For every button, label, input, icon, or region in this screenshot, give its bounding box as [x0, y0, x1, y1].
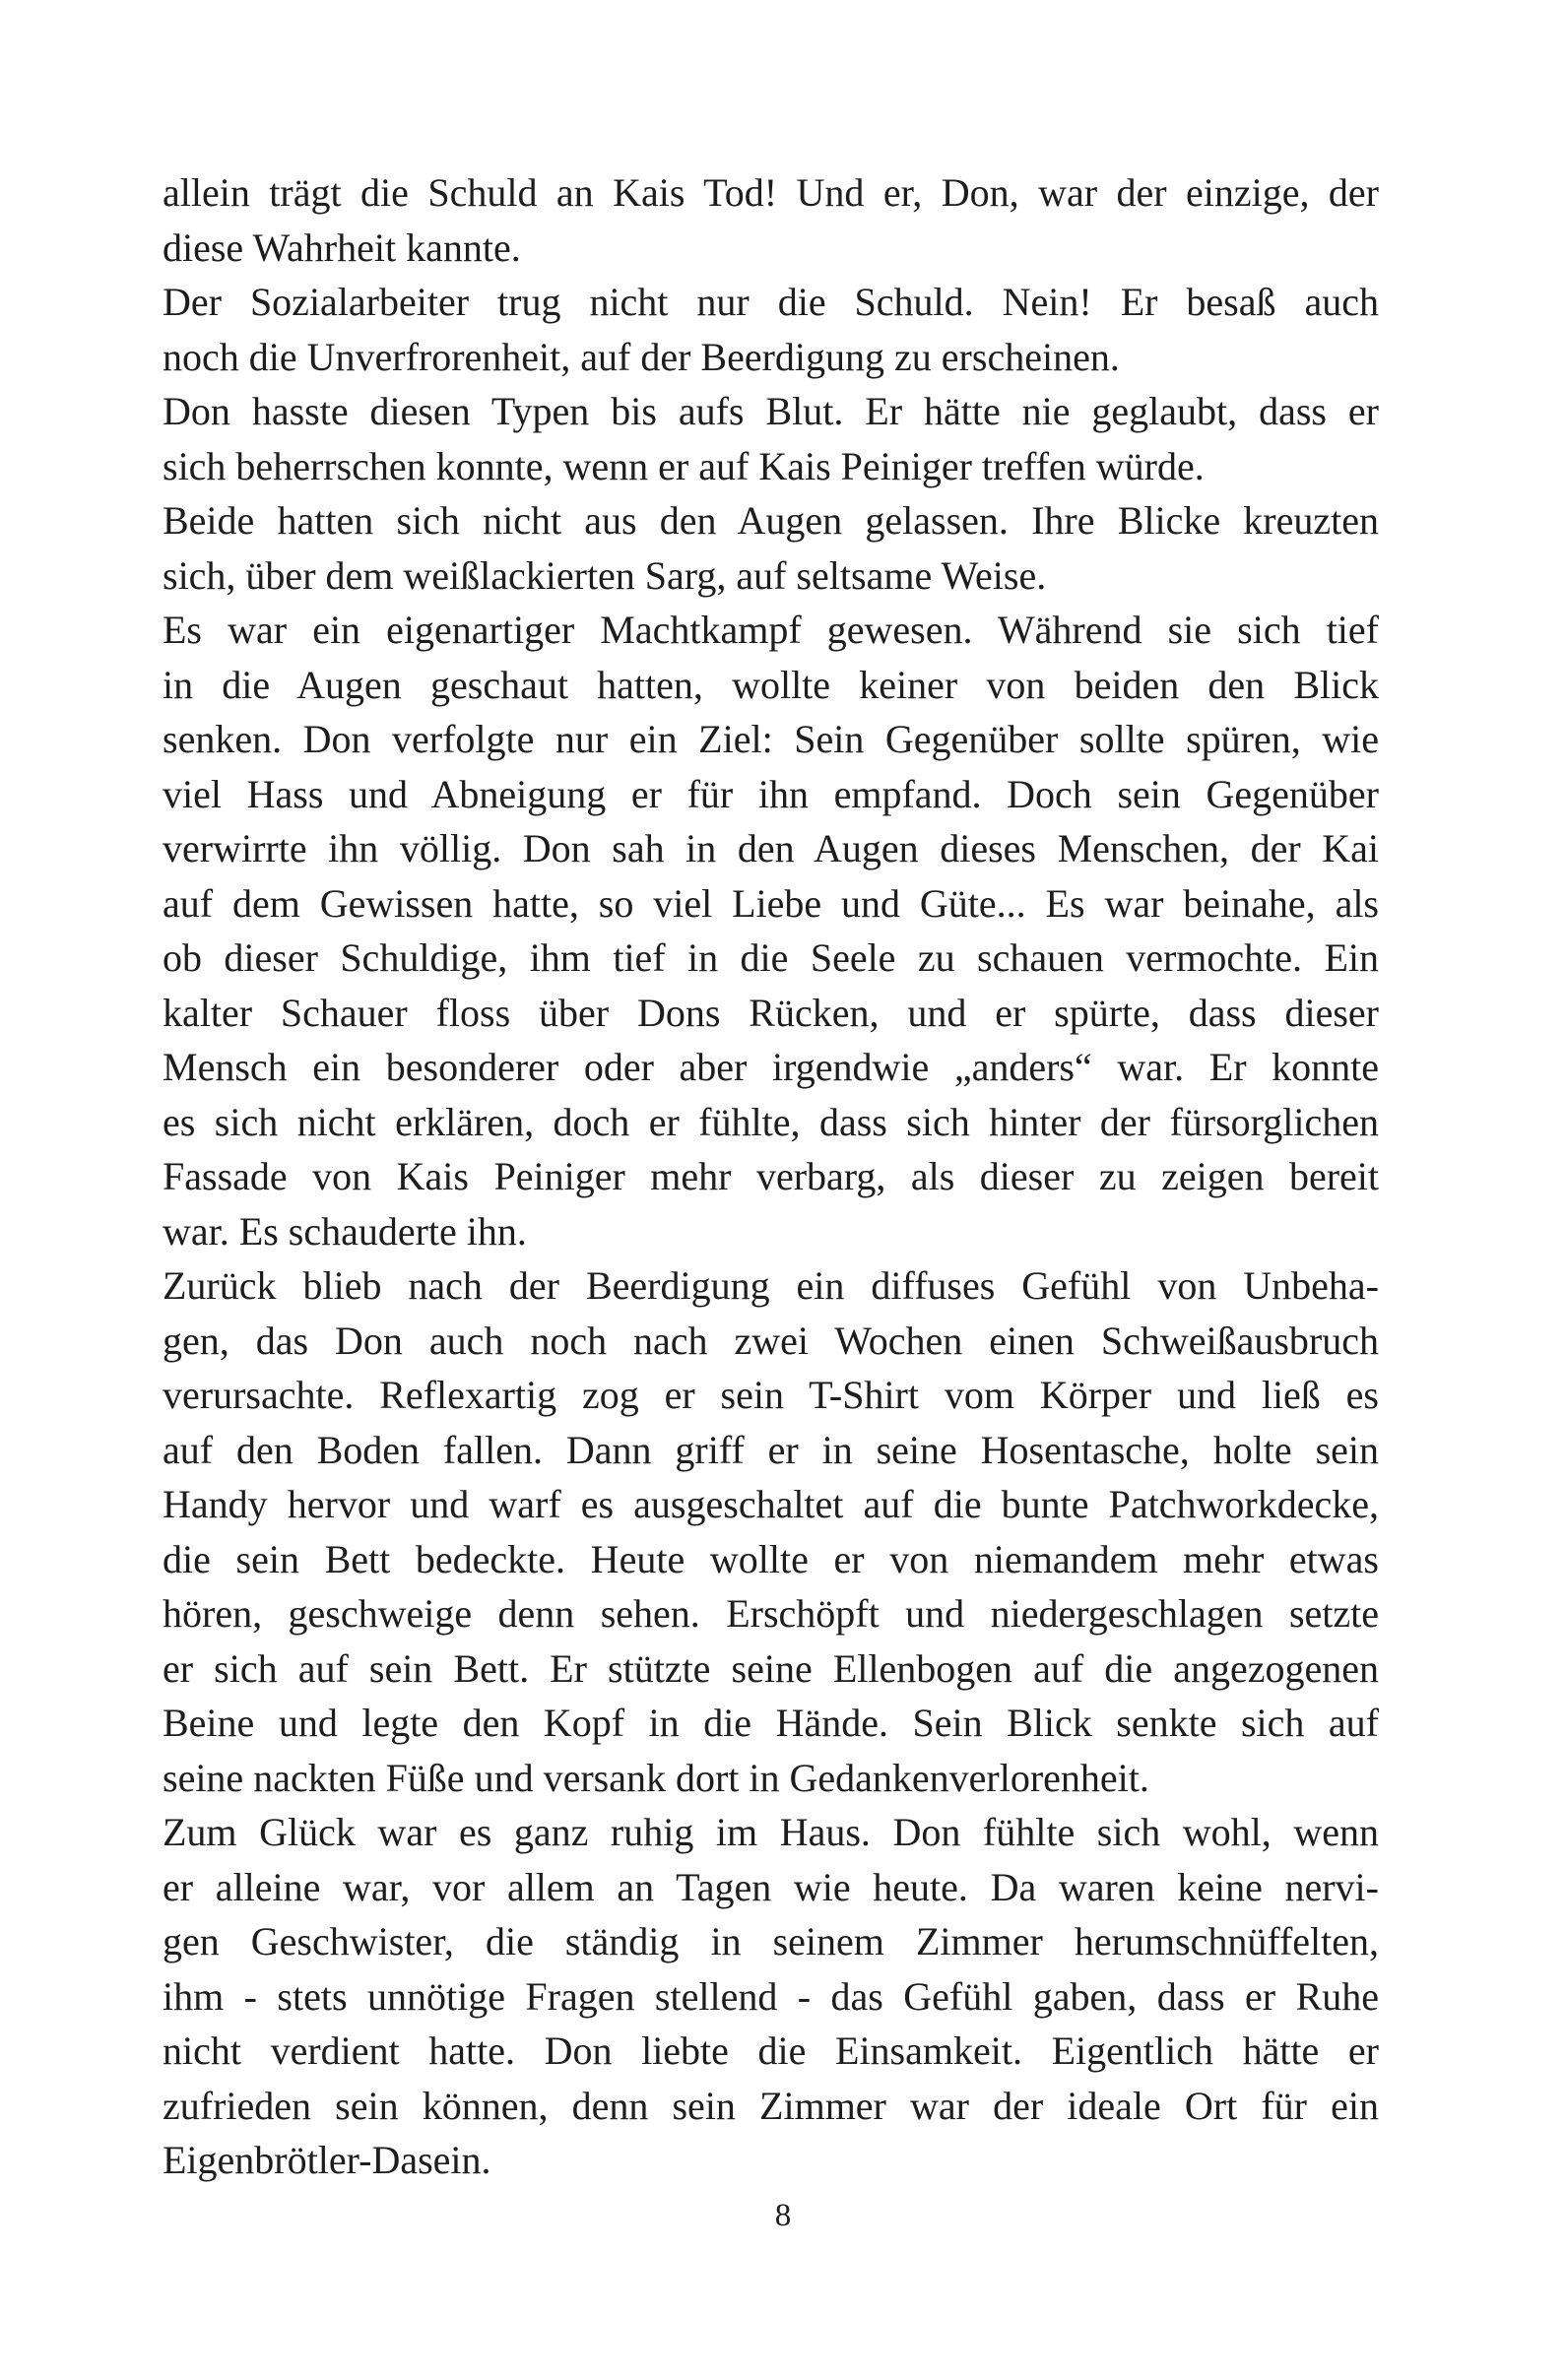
text-line: noch die Unverfrorenheit, auf der Beerdigung zu erscheinen.	[163, 334, 1120, 379]
text-line: auf dem Gewissen hatte, so viel Liebe und Güte... Es war beinahe, als	[163, 880, 1379, 926]
text-line: sich beherrschen konnte, wenn er auf Kais Peiniger treffen würde.	[163, 443, 1205, 488]
text-line: Zurück blieb nach der Beerdigung ein diffuses Gefühl von Unbeha-	[163, 1263, 1379, 1308]
text-line: es sich nicht erklären, doch er fühlte, dass sich hinter der fürsorglichen	[163, 1099, 1379, 1144]
text-line: Mensch ein besonderer oder aber irgendwie „anders“ war. Er konnte	[163, 1045, 1379, 1089]
text-line: ihm - stets unnötige Fragen stellend - das Gefühl gaben, dass er Ruhe	[163, 1973, 1379, 2019]
text-line: ob dieser Schuldige, ihm tief in die Seele zu schauen vermochte. Ein	[163, 935, 1379, 980]
page-number: 8	[774, 2198, 792, 2233]
text-line: gen, das Don auch noch nach zwei Wochen einen Schweißausbruch	[163, 1318, 1379, 1363]
text-line: er sich auf sein Bett. Er stützte seine Ellenbogen auf die angezogenen	[163, 1645, 1379, 1691]
text-line: die sein Bett bedeckte. Heute wollte er von niemandem mehr etwas	[163, 1536, 1379, 1581]
text-line: Handy hervor und warf es ausgeschaltet auf die bunte Patchworkdecke,	[163, 1482, 1379, 1526]
text-line: verwirrte ihn völlig. Don sah in den Augen dieses Menschen, der Kai	[163, 826, 1379, 870]
text-line: senken. Don verfolgte nur ein Ziel: Sein Gegenüber sollte spüren, wie	[163, 717, 1379, 761]
text-line: er alleine war, vor allem an Tagen wie heute. Da waren keine nervi-	[163, 1864, 1379, 1909]
text-line: Fassade von Kais Peiniger mehr verbarg, als dieser zu zeigen bereit	[163, 1154, 1379, 1198]
text-line: kalter Schauer floss über Dons Rücken, und er spürte, dass dieser	[163, 990, 1379, 1035]
text-line: in die Augen geschaut hatten, wollte keiner von beiden den Blick	[163, 662, 1379, 707]
text-line: sich, über dem weißlackierten Sarg, auf seltsame Weise.	[163, 552, 1047, 598]
text-line: auf den Boden fallen. Dann griff er in seine Hosentasche, holte sein	[163, 1427, 1379, 1472]
text-line: nicht verdient hatte. Don liebte die Einsamkeit. Eigentlich hätte er	[163, 2028, 1379, 2073]
text-line: verursachte. Reflexartig zog er sein T-Shirt vom Körper und ließ es	[163, 1373, 1379, 1417]
body-text	[163, 165, 1379, 2188]
text-line: Eigenbrötler-Dasein.	[163, 2138, 491, 2182]
text-line: Es war ein eigenartiger Machtkampf gewesen. Während sie sich tief	[163, 608, 1379, 652]
text-line: allein trägt die Schuld an Kais Tod! Und er, Don, war der einzige, der	[163, 170, 1379, 215]
text-line: war. Es schauderte ihn.	[163, 1208, 527, 1254]
text-line: Don hasste diesen Typen bis aufs Blut. Er hätte nie geglaubt, dass er	[163, 389, 1379, 433]
text-line: gen Geschwister, die ständig in seinem Zimmer herumschnüffelten,	[163, 1919, 1379, 1963]
text-line: Beide hatten sich nicht aus den Augen gelassen. Ihre Blicke kreuzten	[163, 498, 1379, 543]
text-line: hören, geschweige denn sehen. Erschöpft und niedergeschlagen setzte	[163, 1591, 1379, 1636]
text-line: seine nackten Füße und versank dort in Gedankenverlorenheit.	[163, 1755, 1149, 1800]
text-line: Beine und legte den Kopf in die Hände. Sein Blick senkte sich auf	[163, 1701, 1379, 1745]
text-line: Zum Glück war es ganz ruhig im Haus. Don fühlte sich wohl, wenn	[163, 1810, 1379, 1854]
text-line: Der Sozialarbeiter trug nicht nur die Schuld. Nein! Er besaß auch	[163, 280, 1379, 324]
text-line: zufrieden sein können, denn sein Zimmer war der ideale Ort für ein	[163, 2083, 1379, 2128]
text-line: diese Wahrheit kannte.	[163, 225, 521, 270]
text-line: viel Hass und Abneigung er für ihn empfand. Doch sein Gegenüber	[163, 771, 1379, 816]
